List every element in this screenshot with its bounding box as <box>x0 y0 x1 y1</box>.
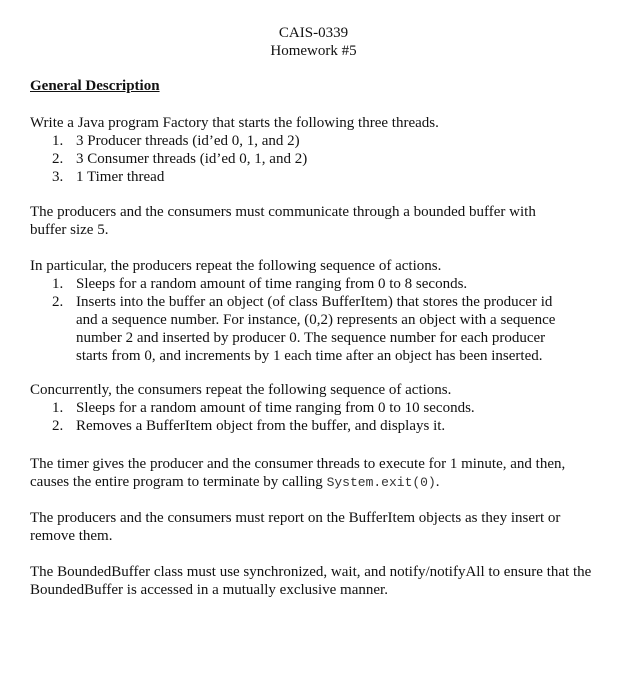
timer-end: . <box>435 474 440 490</box>
list-item <box>30 132 605 150</box>
list-item-text: Sleeps for a random amount of time ranging from 0 to 10 seconds. <box>76 400 475 416</box>
list-item <box>30 293 576 365</box>
timer-paragraph <box>30 455 592 492</box>
buffer-paragraph: The producers and the consumers must communicate through a bounded buffer with buffer size 5. <box>30 204 536 238</box>
sync-paragraph: The BoundedBuffer class must use synchronized, wait, and notify/notifyAll to ensure that the BoundedBuffer is accessed in a mutually exclusive manner. <box>30 564 592 598</box>
list-item-text: 3 Producer threads (id’ed 0, 1, and 2) <box>76 133 300 149</box>
list-item <box>30 150 605 168</box>
list-number: 2. <box>52 151 64 167</box>
list-item-text: Removes a BufferItem object from the buffer, and displays it. <box>76 418 446 434</box>
list-number: 1. <box>52 276 64 292</box>
list-number: 2. <box>52 294 64 310</box>
intro-text: Write a Java program Factory that starts the following three threads. <box>30 115 439 131</box>
list-item <box>30 417 605 435</box>
intro-section <box>30 114 605 186</box>
thread-list <box>30 132 605 186</box>
list-number: 1. <box>52 133 64 149</box>
list-item-text: 3 Consumer threads (id’ed 0, 1, and 2) <box>76 151 308 167</box>
producer-actions-list <box>30 275 605 365</box>
list-item <box>30 275 605 293</box>
section-title: General Description <box>30 78 160 94</box>
producers-text: In particular, the producers repeat the following sequence of actions. <box>30 258 442 274</box>
list-item <box>30 399 605 417</box>
list-item-text: Sleeps for a random amount of time ranging from 0 to 8 seconds. <box>76 276 468 292</box>
timer-text: The timer gives the producer and the consumer threads to execute for 1 minute, and then, causes the entire program to terminate by calling <box>30 456 566 490</box>
exit-code: System.exit(0) <box>326 475 436 490</box>
consumer-actions-list <box>30 399 605 435</box>
list-item-text: Inserts into the buffer an object (of class BufferItem) that stores the producer id and a sequence number. For instance, (0,2) represents an object with a sequence number 2 and inserted by producer 0. The sequence number for each producer starts from 0, and increments by 1 each time after an object has been inserted. <box>76 294 556 364</box>
assignment-title: Homework #5 <box>270 43 357 59</box>
report-paragraph: The producers and the consumers must report on the BufferItem objects as they insert or remove them. <box>30 510 561 544</box>
producers-section <box>30 257 605 365</box>
list-number: 2. <box>52 418 64 434</box>
consumers-text: Concurrently, the consumers repeat the following sequence of actions. <box>30 382 452 398</box>
course-code: CAIS-0339 <box>278 25 349 41</box>
list-item-text: 1 Timer thread <box>76 169 165 185</box>
consumers-section <box>30 381 605 435</box>
list-number: 1. <box>52 400 64 416</box>
list-item <box>30 168 605 186</box>
list-number: 3. <box>52 169 64 185</box>
